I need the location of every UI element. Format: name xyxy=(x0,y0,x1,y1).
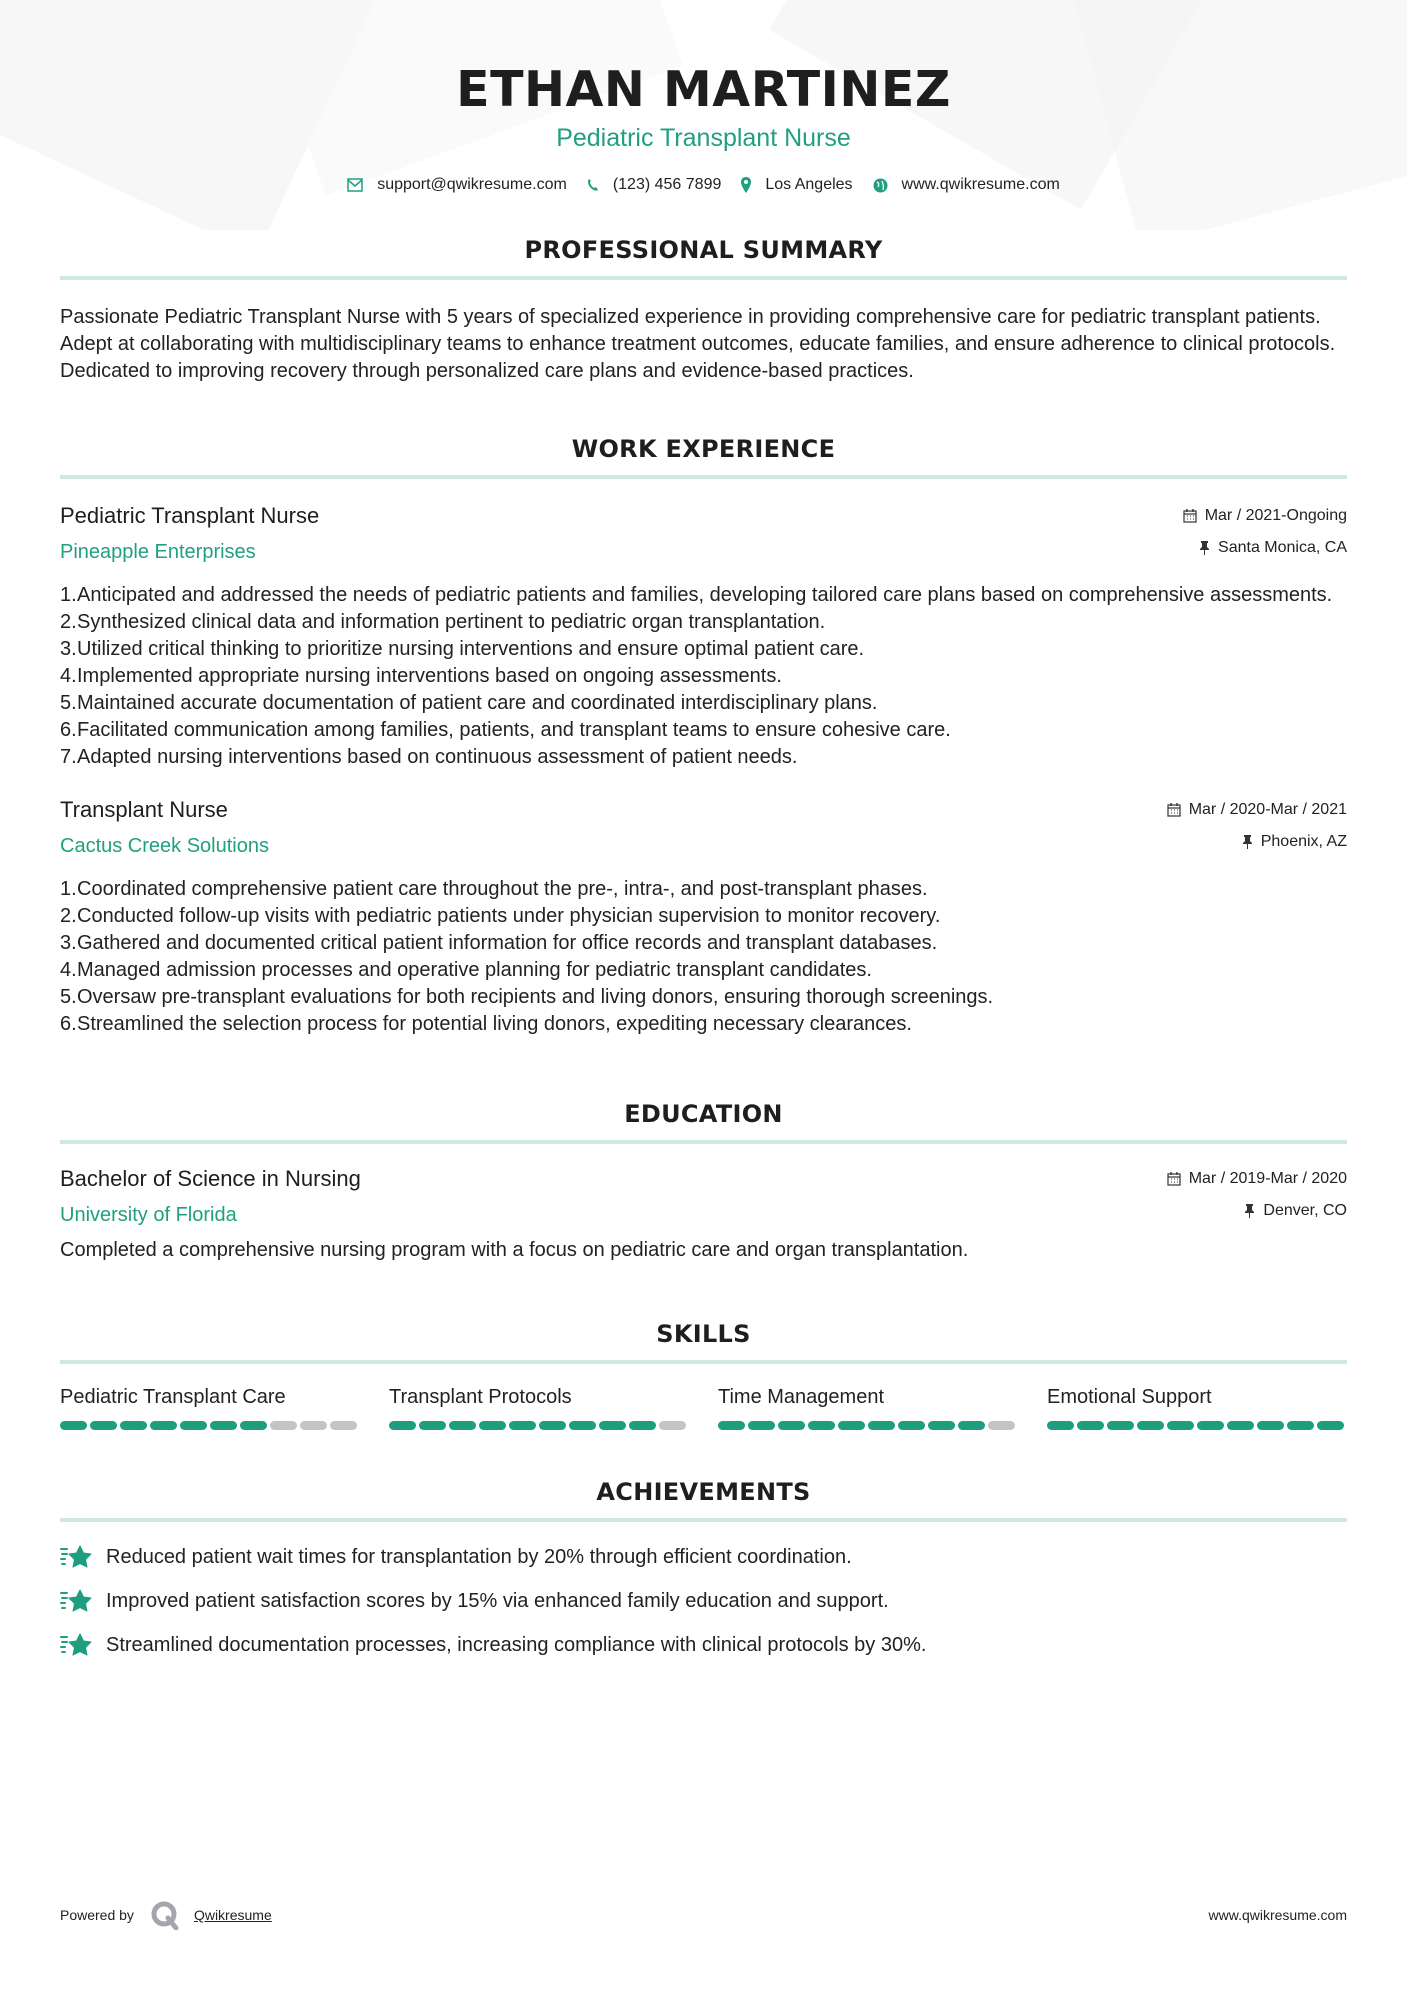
summary-section xyxy=(60,236,1347,385)
skill-segment xyxy=(1167,1421,1194,1430)
skill-segment xyxy=(1257,1421,1284,1430)
resume-header xyxy=(60,0,1347,194)
skill-item xyxy=(718,1386,1018,1430)
section-divider xyxy=(60,276,1347,280)
skill-segment xyxy=(599,1421,626,1430)
envelope-icon xyxy=(347,178,363,192)
section-title: EDUCATION xyxy=(624,1100,783,1128)
calendar-icon xyxy=(1167,803,1181,817)
qwikresume-link[interactable]: Qwikresume xyxy=(193,1907,272,1923)
contact-website[interactable]: www.qwikresume.com xyxy=(873,176,1060,194)
skill-level-bar xyxy=(1047,1421,1347,1430)
list-item: 5. Oversaw pre-transplant evaluations for both recipients and living donors, ensuring thorough screenings. xyxy=(60,986,994,1008)
skills-section xyxy=(60,1320,1347,1430)
skill-segment xyxy=(1077,1421,1104,1430)
job-bullets xyxy=(60,876,1347,1038)
star-icon xyxy=(60,1632,94,1658)
skill-segment xyxy=(240,1421,267,1430)
skill-segment xyxy=(629,1421,656,1430)
list-item: 3. Gathered and documented critical patient information for office records and transplant databases. xyxy=(60,932,938,954)
list-item: 1. Anticipated and addressed the needs of pediatric patients and families, developing tailored care plans based on comprehensive assessments. xyxy=(60,584,1333,606)
list-item: 4. Managed admission processes and operative planning for pediatric transplant candidates. xyxy=(60,959,872,981)
list-item: 7. Adapted nursing interventions based on continuous assessment of patient needs. xyxy=(60,746,798,768)
skill-name: Time Management xyxy=(718,1386,884,1408)
list-item: 5. Maintained accurate documentation of patient care and coordinated interdisciplinary plans. xyxy=(60,692,878,714)
skill-segment xyxy=(150,1421,177,1430)
skill-segment xyxy=(958,1421,985,1430)
pushpin-icon xyxy=(1244,1204,1255,1218)
skill-segment xyxy=(988,1421,1015,1430)
skill-segment xyxy=(120,1421,147,1430)
skill-segment xyxy=(898,1421,925,1430)
job-dates: Mar / 2021-Ongoing xyxy=(1204,507,1347,524)
skill-segment xyxy=(868,1421,895,1430)
skill-segment xyxy=(1047,1421,1074,1430)
skill-item xyxy=(389,1386,689,1430)
skill-segment xyxy=(60,1421,87,1430)
skills-list xyxy=(60,1386,1347,1430)
globe-icon xyxy=(873,178,888,193)
skill-segment xyxy=(1107,1421,1134,1430)
school-name: University of Florida xyxy=(60,1204,237,1226)
skill-segment xyxy=(1227,1421,1254,1430)
skill-level-bar xyxy=(389,1421,689,1430)
section-divider xyxy=(60,475,1347,479)
skill-level-bar xyxy=(60,1421,360,1430)
skill-segment xyxy=(479,1421,506,1430)
contact-phone[interactable]: (123) 456 7899 xyxy=(587,176,722,194)
skill-segment xyxy=(718,1421,745,1430)
list-item: 3. Utilized critical thinking to prioritize nursing interventions and ensure optimal patient care. xyxy=(60,638,865,660)
achievement-item: Improved patient satisfaction scores by 15% via enhanced family education and support. xyxy=(60,1588,1347,1614)
section-divider xyxy=(60,1518,1347,1522)
achievement-item: Reduced patient wait times for transplantation by 20% through efficient coordination. xyxy=(60,1544,1347,1570)
education-location: Denver, CO xyxy=(1263,1202,1347,1219)
section-divider xyxy=(60,1360,1347,1364)
skill-name: Pediatric Transplant Care xyxy=(60,1386,286,1408)
contact-location: Los Angeles xyxy=(741,176,852,194)
calendar-icon xyxy=(1167,1172,1181,1186)
job-title: Transplant Nurse xyxy=(60,797,228,822)
calendar-icon xyxy=(1183,509,1197,523)
powered-by-label: Powered by xyxy=(60,1907,134,1923)
education-section xyxy=(60,1100,1347,1262)
skill-segment xyxy=(778,1421,805,1430)
pushpin-icon xyxy=(1199,541,1210,555)
list-item: 1. Coordinated comprehensive patient care throughout the pre-, intra-, and post-transplant phases. xyxy=(60,878,928,900)
skill-segment xyxy=(210,1421,237,1430)
section-title: PROFESSIONAL SUMMARY xyxy=(524,236,883,264)
contact-bar xyxy=(60,176,1347,194)
pushpin-icon xyxy=(1242,835,1253,849)
job-bullets xyxy=(60,582,1347,771)
achievements-section xyxy=(60,1478,1347,1658)
job-title: Pediatric Transplant Nurse xyxy=(60,503,320,528)
company-name: Cactus Creek Solutions xyxy=(60,835,269,857)
skill-segment xyxy=(539,1421,566,1430)
education-dates: Mar / 2019-Mar / 2020 xyxy=(1188,1170,1347,1187)
list-item: 2. Conducted follow-up visits with pediatric patients under physician supervision to monitor recovery. xyxy=(60,905,941,927)
job-dates: Mar / 2020-Mar / 2021 xyxy=(1188,801,1347,818)
star-icon xyxy=(60,1588,94,1614)
contact-email[interactable]: support@qwikresume.com xyxy=(347,176,567,194)
list-item: 6. Streamlined the selection process for potential living donors, expediting necessary clearances. xyxy=(60,1013,912,1035)
footer xyxy=(60,1900,1347,1930)
job-location: Phoenix, AZ xyxy=(1260,833,1347,850)
skill-segment xyxy=(928,1421,955,1430)
job-entry xyxy=(60,503,1347,771)
skill-level-bar xyxy=(718,1421,1018,1430)
skill-segment xyxy=(748,1421,775,1430)
section-title: SKILLS xyxy=(656,1320,751,1348)
skill-segment xyxy=(659,1421,686,1430)
section-title: WORK EXPERIENCE xyxy=(571,435,836,463)
education-entry xyxy=(60,1166,1347,1262)
skill-segment xyxy=(569,1421,596,1430)
skill-segment xyxy=(180,1421,207,1430)
map-pin-icon xyxy=(741,177,751,193)
achievement-item: Streamlined documentation processes, increasing compliance with clinical protocols by 30%. xyxy=(60,1632,1347,1658)
phone-icon xyxy=(587,178,599,192)
footer-website[interactable]: www.qwikresume.com xyxy=(1208,1907,1347,1923)
skill-item xyxy=(1047,1386,1347,1430)
section-divider xyxy=(60,1140,1347,1144)
skill-item xyxy=(60,1386,360,1430)
star-icon xyxy=(60,1544,94,1570)
skill-segment xyxy=(419,1421,446,1430)
skill-segment xyxy=(389,1421,416,1430)
degree: Bachelor of Science in Nursing xyxy=(60,1166,361,1191)
skill-segment xyxy=(1287,1421,1314,1430)
skill-name: Emotional Support xyxy=(1047,1386,1212,1408)
skill-segment xyxy=(1197,1421,1224,1430)
list-item: 4. Implemented appropriate nursing interventions based on ongoing assessments. xyxy=(60,665,782,687)
skill-segment xyxy=(270,1421,297,1430)
candidate-name: ETHAN MARTINEZ xyxy=(456,61,951,118)
skill-name: Transplant Protocols xyxy=(389,1386,572,1408)
skill-segment xyxy=(838,1421,865,1430)
education-description: Completed a comprehensive nursing program with a focus on pediatric care and organ transplantation. xyxy=(60,1239,969,1261)
summary-text: Passionate Pediatric Transplant Nurse with 5 years of specialized experience in providing comprehensive care for pediatric transplant patients. Adept at collaborating with multidisciplinary teams to enhance treatment outcomes, educate families, and ensure adherence to clinical protocols. Dedicated to improving recovery through personalized care plans and evidence-based practices. xyxy=(60,306,1336,382)
list-item: 2. Synthesized clinical data and information pertinent to pediatric organ transplantation. xyxy=(60,611,826,633)
list-item: 6. Facilitated communication among families, patients, and transplant teams to ensure cohesive care. xyxy=(60,719,951,741)
skill-segment xyxy=(1137,1421,1164,1430)
job-entry xyxy=(60,797,1347,1038)
skill-segment xyxy=(1317,1421,1344,1430)
qwikresume-logo-icon xyxy=(150,1900,180,1930)
skill-segment xyxy=(90,1421,117,1430)
skill-segment xyxy=(808,1421,835,1430)
skill-segment xyxy=(330,1421,357,1430)
section-title: ACHIEVEMENTS xyxy=(596,1478,811,1506)
experience-section xyxy=(60,435,1347,1038)
skill-segment xyxy=(300,1421,327,1430)
company-name: Pineapple Enterprises xyxy=(60,541,256,563)
candidate-title: Pediatric Transplant Nurse xyxy=(556,124,851,152)
job-location: Santa Monica, CA xyxy=(1218,539,1347,556)
skill-segment xyxy=(509,1421,536,1430)
skill-segment xyxy=(449,1421,476,1430)
